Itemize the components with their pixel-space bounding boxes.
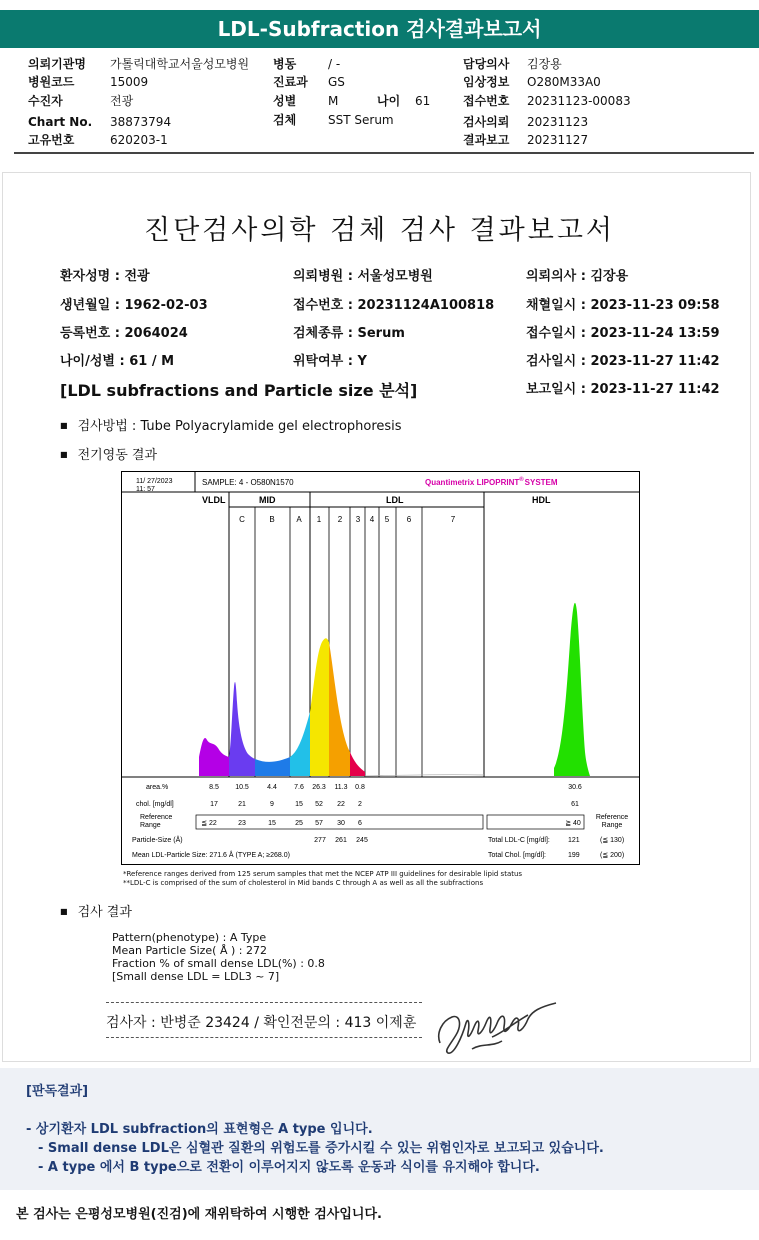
footer-note: 본 검사는 은평성모병원(진검)에 재위탁하여 시행한 검사입니다. bbox=[16, 1207, 382, 1222]
total-ldl-label: Total LDL-C [mg/dl]: bbox=[488, 837, 550, 844]
band-lines bbox=[122, 492, 639, 777]
header-label: 결과보고 bbox=[463, 133, 510, 147]
header-value: 620203-1 bbox=[110, 133, 168, 147]
result-pattern: Pattern(phenotype) : A Type bbox=[112, 931, 267, 944]
header-value: O280M33A0 bbox=[527, 75, 601, 89]
peak-hdl bbox=[554, 603, 590, 776]
header-label: Chart No. bbox=[28, 115, 93, 129]
ref-cell: 15 bbox=[268, 820, 276, 827]
ref-cell: 23 bbox=[238, 820, 246, 827]
ref-cell: 57 bbox=[315, 820, 323, 827]
header-label: 접수번호 bbox=[463, 94, 510, 108]
total-chol-value: 199 bbox=[568, 852, 580, 859]
peak-mid-b bbox=[255, 757, 290, 776]
band-label: C bbox=[239, 515, 245, 524]
footnote-2: **LDL-C is comprised of the sum of cholesterol in Mid bands C through A as well as all the subfractions bbox=[123, 879, 484, 887]
chart-sample: SAMPLE: 4 - O580N1570 bbox=[202, 478, 294, 487]
header-label: 성별 bbox=[273, 94, 297, 108]
header-label: 고유번호 bbox=[28, 133, 75, 147]
total-ldl-ref: (≦ 130) bbox=[600, 837, 625, 844]
result-mean-size: Mean Particle Size( Å ) : 272 bbox=[112, 944, 267, 957]
field-draw-time: 채혈일시 : 2023-11-23 09:58 bbox=[526, 298, 720, 313]
peak-ldl-3 bbox=[350, 752, 365, 776]
particle-label: Particle-Size (Å) bbox=[132, 837, 183, 844]
header-label: 검사의뢰 bbox=[463, 115, 510, 129]
ref-right-label bbox=[596, 814, 628, 829]
peak-ldl-1 bbox=[310, 638, 329, 776]
ref-label-line: Reference bbox=[140, 814, 173, 821]
group-label-ldl: LDL bbox=[386, 495, 404, 505]
report-title: LDL-Subfraction 검사결과보고서 bbox=[0, 10, 759, 48]
particle-cell: 245 bbox=[356, 837, 368, 844]
field-receipt-no: 접수번호 : 20231124A100818 bbox=[293, 298, 495, 313]
signature-path bbox=[439, 1003, 556, 1053]
ref-cell: ≦ 22 bbox=[201, 820, 217, 827]
method-line: ■ 검사방법 : Tube Polyacrylamide gel electrophoresis bbox=[60, 415, 402, 434]
chol-cell: 2 bbox=[358, 801, 362, 808]
chol-cell: 17 bbox=[210, 801, 218, 808]
total-chol-label: Total Chol. [mg/dl]: bbox=[488, 852, 546, 859]
group-label-mid: MID bbox=[259, 495, 276, 505]
peak-mid-c bbox=[229, 682, 255, 776]
field-req-hospital: 의뢰병원 : 서울성모병원 bbox=[293, 269, 433, 284]
document-title: 진단검사의학 검체 검사 결과보고서 bbox=[144, 215, 615, 246]
ref-cell: 30 bbox=[337, 820, 345, 827]
chart-brand-mark: ® bbox=[519, 477, 524, 483]
ref-cell: 6 bbox=[358, 820, 362, 827]
chol-row bbox=[210, 801, 579, 808]
band-labels bbox=[239, 515, 456, 524]
field-age-sex: 나이/성별 : 61 / M bbox=[60, 354, 175, 369]
ref-label-line: Range bbox=[601, 822, 623, 829]
chol-cell: 21 bbox=[238, 801, 246, 808]
hdl-area-cell: 30.6 bbox=[568, 784, 582, 791]
header-info bbox=[0, 56, 759, 152]
result-title: ■ 검사 결과 bbox=[60, 901, 132, 920]
field-outsource: 위탁여부 : Y bbox=[293, 354, 367, 369]
total-chol-ref: (≦ 200) bbox=[600, 852, 625, 859]
chart-time: 11: 57 bbox=[136, 486, 155, 493]
sign-line-bottom bbox=[106, 1037, 422, 1038]
header-value: 20231127 bbox=[527, 133, 589, 147]
peak-mid-a bbox=[290, 712, 310, 776]
lipoprint-svg bbox=[122, 472, 639, 864]
header-label: 병원코드 bbox=[28, 75, 75, 89]
header-value: 20231123-00083 bbox=[527, 94, 631, 108]
header-value: 61 bbox=[415, 94, 431, 108]
area-cell: 10.5 bbox=[235, 784, 249, 791]
field-patient-name: 환자성명 : 전광 bbox=[60, 269, 150, 284]
peak-ldl-2 bbox=[329, 642, 350, 776]
area-cell: 26.3 bbox=[312, 784, 326, 791]
sign-line-top bbox=[106, 1002, 422, 1003]
header-value: GS bbox=[328, 75, 345, 89]
peak-vldl bbox=[199, 738, 229, 776]
area-label: area.% bbox=[146, 784, 169, 791]
ref-cell: 25 bbox=[295, 820, 303, 827]
band-label: 7 bbox=[450, 515, 456, 524]
hdl-chol-cell: 61 bbox=[571, 801, 579, 808]
header-label: 수진자 bbox=[28, 94, 63, 108]
footnote-1: *Reference ranges derived from 125 serum samples that met the NCEP ATP III guidelines for desirable lipid status bbox=[123, 870, 523, 878]
header-divider bbox=[14, 152, 754, 154]
electro-title: ■ 전기영동 결과 bbox=[60, 444, 157, 463]
header-label: 병동 bbox=[273, 57, 297, 71]
band-label: 3 bbox=[355, 515, 361, 524]
chart-table bbox=[132, 784, 628, 859]
band-label: 6 bbox=[406, 515, 412, 524]
area-cell: 4.4 bbox=[267, 784, 277, 791]
signature-icon bbox=[432, 993, 567, 1059]
tester-line: 검사자 : 반병준 23424 / 확인전문의 : 413 이제훈 bbox=[106, 1015, 417, 1031]
peaks bbox=[199, 603, 590, 776]
ref-label-line: Range bbox=[140, 822, 161, 829]
header-label: 담당의사 bbox=[463, 57, 510, 71]
field-reg-no: 등록번호 : 2064024 bbox=[60, 326, 188, 341]
chol-label: chol. [mg/dl] bbox=[136, 801, 174, 808]
field-birth: 생년월일 : 1962-02-03 bbox=[60, 298, 208, 313]
section-title: [LDL subfractions and Particle size 분석] bbox=[60, 381, 418, 400]
chart-brand-suffix: SYSTEM bbox=[524, 478, 558, 487]
header-value: 38873794 bbox=[110, 115, 172, 129]
chol-cell: 9 bbox=[270, 801, 274, 808]
area-row bbox=[209, 784, 582, 791]
chol-cell: 15 bbox=[295, 801, 303, 808]
header-value: 20231123 bbox=[527, 115, 589, 129]
chart-brand-name: Quantimetrix LIPOPRINT bbox=[425, 478, 520, 487]
band-label: 4 bbox=[369, 515, 375, 524]
group-label-vldl: VLDL bbox=[202, 495, 226, 505]
ref-label bbox=[140, 814, 172, 829]
chart-date: 11/ 27/2023 bbox=[136, 478, 173, 485]
band-label: A bbox=[296, 515, 302, 524]
verdict-line: - A type 에서 B type으로 전환이 이루어지지 않도록 운동과 식이를 유지해야 합니다. bbox=[38, 1160, 540, 1175]
mean-particle-label: Mean LDL-Particle Size: 271.6 Å (TYPE A; ≥268.0) bbox=[132, 852, 290, 859]
header-value: 김장용 bbox=[527, 57, 562, 71]
field-receive-time: 접수일시 : 2023-11-24 13:59 bbox=[526, 326, 720, 341]
particle-cell: 261 bbox=[335, 837, 347, 844]
header-label: 검체 bbox=[273, 113, 297, 127]
verdict-line: - 상기환자 LDL subfraction의 표현형은 A type 입니다. bbox=[26, 1122, 373, 1137]
chart-brand bbox=[425, 476, 558, 487]
particle-cell: 277 bbox=[314, 837, 326, 844]
particle-row bbox=[314, 837, 368, 844]
ldl-tail-line bbox=[365, 775, 484, 776]
verdict-line: - Small dense LDL은 심혈관 질환의 위험도를 증가시킬 수 있는 위험인자로 보고되고 있습니다. bbox=[38, 1141, 604, 1156]
header-label: 의뢰기관명 bbox=[28, 57, 86, 71]
field-report-time: 보고일시 : 2023-11-27 11:42 bbox=[526, 382, 720, 397]
field-test-time: 검사일시 : 2023-11-27 11:42 bbox=[526, 354, 720, 369]
header-label: 나이 bbox=[377, 94, 401, 108]
header-label: 진료과 bbox=[273, 75, 308, 89]
field-req-doctor: 의뢰의사 : 김장용 bbox=[526, 269, 629, 284]
result-fraction: Fraction % of small dense LDL(%) : 0.8 bbox=[112, 957, 325, 970]
field-specimen: 검체종류 : Serum bbox=[293, 326, 405, 341]
header-value: / - bbox=[328, 57, 341, 71]
area-cell: 8.5 bbox=[209, 784, 219, 791]
chol-cell: 22 bbox=[337, 801, 345, 808]
header-value: 전광 bbox=[110, 94, 134, 108]
header-value: 15009 bbox=[110, 75, 149, 89]
band-label: 1 bbox=[316, 515, 322, 524]
lipoprint-chart bbox=[121, 471, 640, 865]
header-value: SST Serum bbox=[328, 113, 394, 127]
area-cell: 0.8 bbox=[355, 784, 365, 791]
band-label: 2 bbox=[337, 515, 343, 524]
ref-row bbox=[201, 820, 581, 827]
group-label-hdl: HDL bbox=[532, 495, 551, 505]
chol-cell: 52 bbox=[315, 801, 323, 808]
band-label: B bbox=[269, 515, 275, 524]
header-value: 가톨릭대학교서울성모병원 bbox=[110, 57, 250, 71]
header-label: 임상정보 bbox=[463, 75, 510, 89]
ref-label-line: Reference bbox=[595, 814, 629, 821]
total-ldl-value: 121 bbox=[568, 837, 580, 844]
verdict-title: [판독결과] bbox=[26, 1084, 89, 1099]
result-sdldl-def: [Small dense LDL = LDL3 ~ 7] bbox=[112, 970, 280, 983]
band-label: 5 bbox=[384, 515, 390, 524]
area-cell: 11.3 bbox=[334, 784, 348, 791]
header-value: M bbox=[328, 94, 339, 108]
area-cell: 7.6 bbox=[294, 784, 304, 791]
hdl-ref-cell: ≧ 40 bbox=[565, 820, 581, 827]
